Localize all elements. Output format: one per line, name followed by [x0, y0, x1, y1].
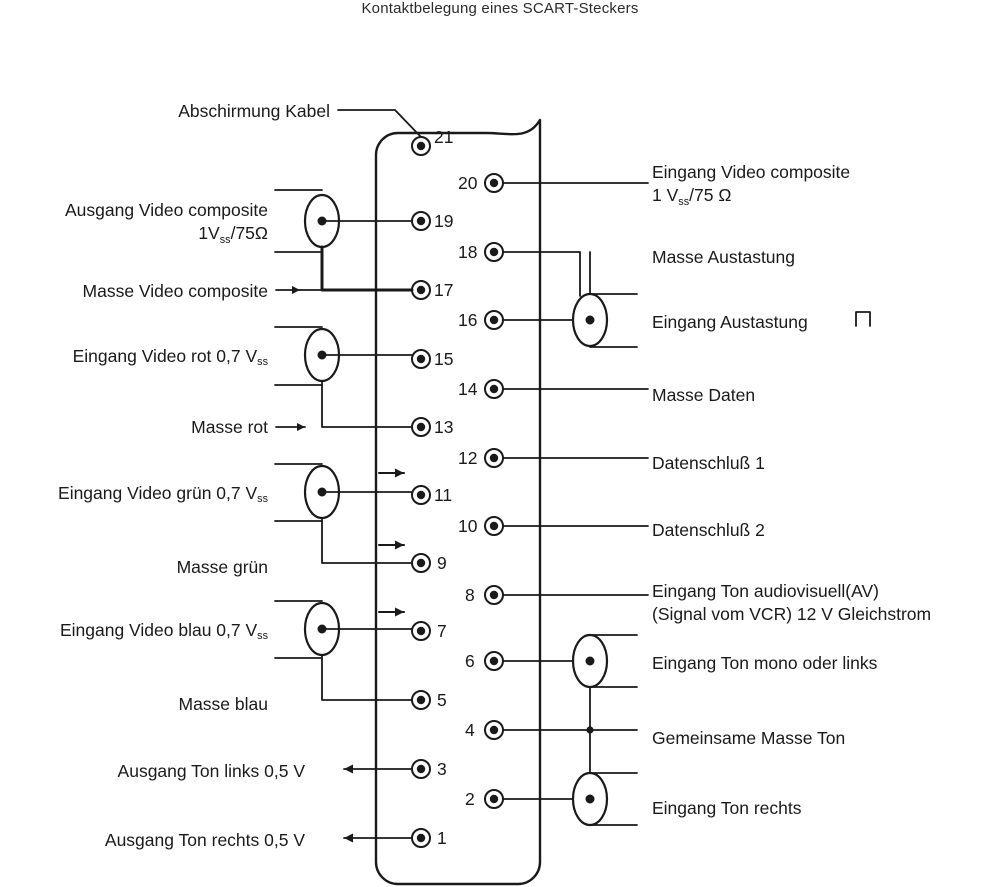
pin-number-6: 6 [465, 651, 475, 671]
pin-number-16: 16 [458, 310, 478, 330]
label-pin14: Masse Daten [652, 385, 756, 405]
label-pin2: Eingang Ton rechts [652, 798, 802, 818]
pin-number-13: 13 [434, 417, 454, 437]
label-pin9: Masse grün [176, 557, 268, 577]
pin-number-11: 11 [434, 485, 453, 505]
label-pin18: Masse Austastung [652, 247, 795, 267]
label-pin10: Datenschluß 2 [652, 520, 765, 540]
label-pin12: Datenschluß 1 [652, 453, 765, 473]
label-pin1: Ausgang Ton rechts 0,5 V [104, 830, 305, 850]
pin-number-3: 3 [437, 759, 447, 779]
pin-number-17: 17 [434, 280, 454, 300]
pin-number-7: 7 [437, 621, 447, 641]
pin-number-21: 21 [434, 127, 454, 147]
page-title: Kontaktbelegung eines SCART-Steckers [361, 0, 639, 17]
pin-number-18: 18 [458, 242, 478, 262]
pin-number-12: 12 [458, 448, 478, 468]
label-pin5: Masse blau [178, 694, 268, 714]
pin-number-2: 2 [465, 789, 475, 809]
pin-number-9: 9 [437, 553, 447, 573]
label-pin11: Eingang Video grün 0,7 $V_{ss}$ [58, 483, 268, 506]
pin-number-8: 8 [465, 585, 475, 605]
label-shield: Abschirmung Kabel [178, 101, 330, 121]
pin-number-4: 4 [465, 720, 475, 740]
label-pin8: Eingang Ton audiovisuell(AV) (Signal vom VCR) 12 V Gleichstrom [652, 581, 932, 625]
pin-number-14: 14 [458, 379, 478, 399]
pin-number-19: 19 [434, 211, 454, 231]
label-pin3: Ausgang Ton links 0,5 V [117, 761, 305, 781]
pin-number-20: 20 [458, 173, 478, 193]
pin-number-1: 1 [437, 828, 447, 848]
pin-number-5: 5 [437, 690, 447, 710]
label-pin17: Masse Video composite [82, 281, 268, 301]
pin-number-10: 10 [458, 516, 478, 536]
label-pin19: Ausgang Video composite $1V_{ss}/75\Omega$ [64, 200, 268, 246]
label-pin6: Eingang Ton mono oder links [652, 653, 878, 673]
label-pin4: Gemeinsame Masse Ton [652, 728, 846, 748]
label-pin20: Eingang Video composite 1 $V_{ss}/75$ Ω [652, 162, 851, 208]
label-pin15: Eingang Video rot 0,7 $V_{ss}$ [72, 346, 268, 369]
label-pin16: Eingang Austastung [652, 312, 808, 332]
label-pin7: Eingang Video blau 0,7 $V_{ss}$ [59, 620, 268, 643]
pin-number-15: 15 [434, 349, 454, 369]
label-pin13: Masse rot [191, 417, 268, 437]
